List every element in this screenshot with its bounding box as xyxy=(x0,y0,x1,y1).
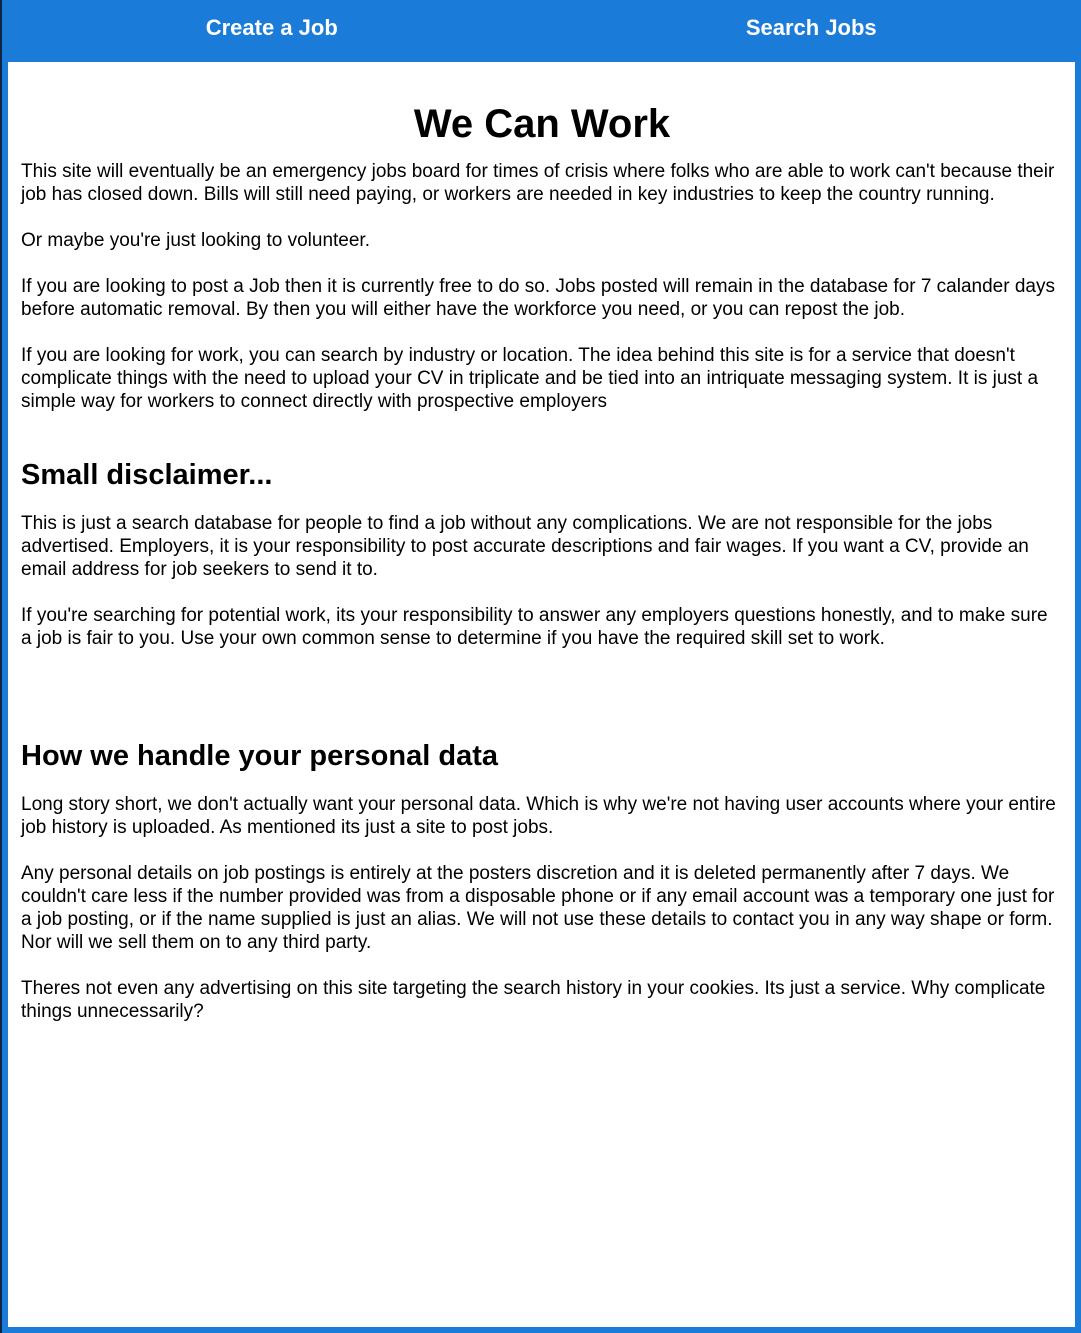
personal-data-paragraph: Theres not even any advertising on this site targeting the search history in your cookies. Its just a service. Why complicate things unnecessarily? xyxy=(21,978,1046,1022)
nav-create-job[interactable]: Create a Job xyxy=(205,15,338,40)
nav-search-jobs[interactable]: Search Jobs xyxy=(745,15,877,40)
intro-paragraph: Or maybe you're just looking to volunteer. xyxy=(21,230,370,251)
personal-data-paragraph: Any personal details on job postings is entirely at the posters discretion and it is deleted permanently after 7 days. We couldn't care less if the number provided was from a disposable phone or if any email account was a temporary one just for a job posting, or if the name supplied is just an alias. We will not use these details to contact you in any way shape or form. Nor will we sell them on to any third party. xyxy=(21,863,1055,953)
window-edge xyxy=(0,0,2,1333)
intro-section xyxy=(21,160,1063,413)
personal-data-paragraph: Long story short, we don't actually want your personal data. Which is why we're not having user accounts where your entire job history is uploaded. As mentioned its just a site to post jobs. xyxy=(21,794,1056,838)
disclaimer-heading: Small disclaimer... xyxy=(21,459,273,491)
main-content xyxy=(8,62,1075,1327)
intro-paragraph: If you are looking to post a Job then it is currently free to do so. Jobs posted will remain in the database for 7 calander days before automatic removal. By then you will either have the workforce you need, or you can repost the job. xyxy=(21,276,1055,320)
intro-paragraph: This site will eventually be an emergency jobs board for times of crisis where folks who are able to work can't because their job has closed down. Bills will still need paying, or workers are needed in key industries to keep the country running. xyxy=(21,161,1055,205)
personal-data-section xyxy=(21,738,1063,1023)
disclaimer-paragraph: This is just a search database for people to find a job without any complications. We are not responsible for the jobs advertised. Employers, it is your responsibility to post accurate descriptions and fair wages. If you want a CV, provide an email address for job seekers to send it to. xyxy=(21,513,1029,580)
top-nav xyxy=(2,0,1081,62)
disclaimer-paragraph: If you're searching for potential work, its your responsibility to answer any employers questions honestly, and to make sure a job is fair to you. Use your own common sense to determine if you have the required skill set to work. xyxy=(21,605,1048,649)
intro-paragraph: If you are looking for work, you can search by industry or location. The idea behind this site is for a service that doesn't complicate things with the need to upload your CV in triplicate and be tied into an intriquate messaging system. It is just a simple way for workers to connect directly with prospective employers xyxy=(21,345,1039,412)
personal-data-heading: How we handle your personal data xyxy=(21,740,498,772)
page-title: We Can Work xyxy=(413,102,671,146)
disclaimer-section xyxy=(21,457,1063,650)
